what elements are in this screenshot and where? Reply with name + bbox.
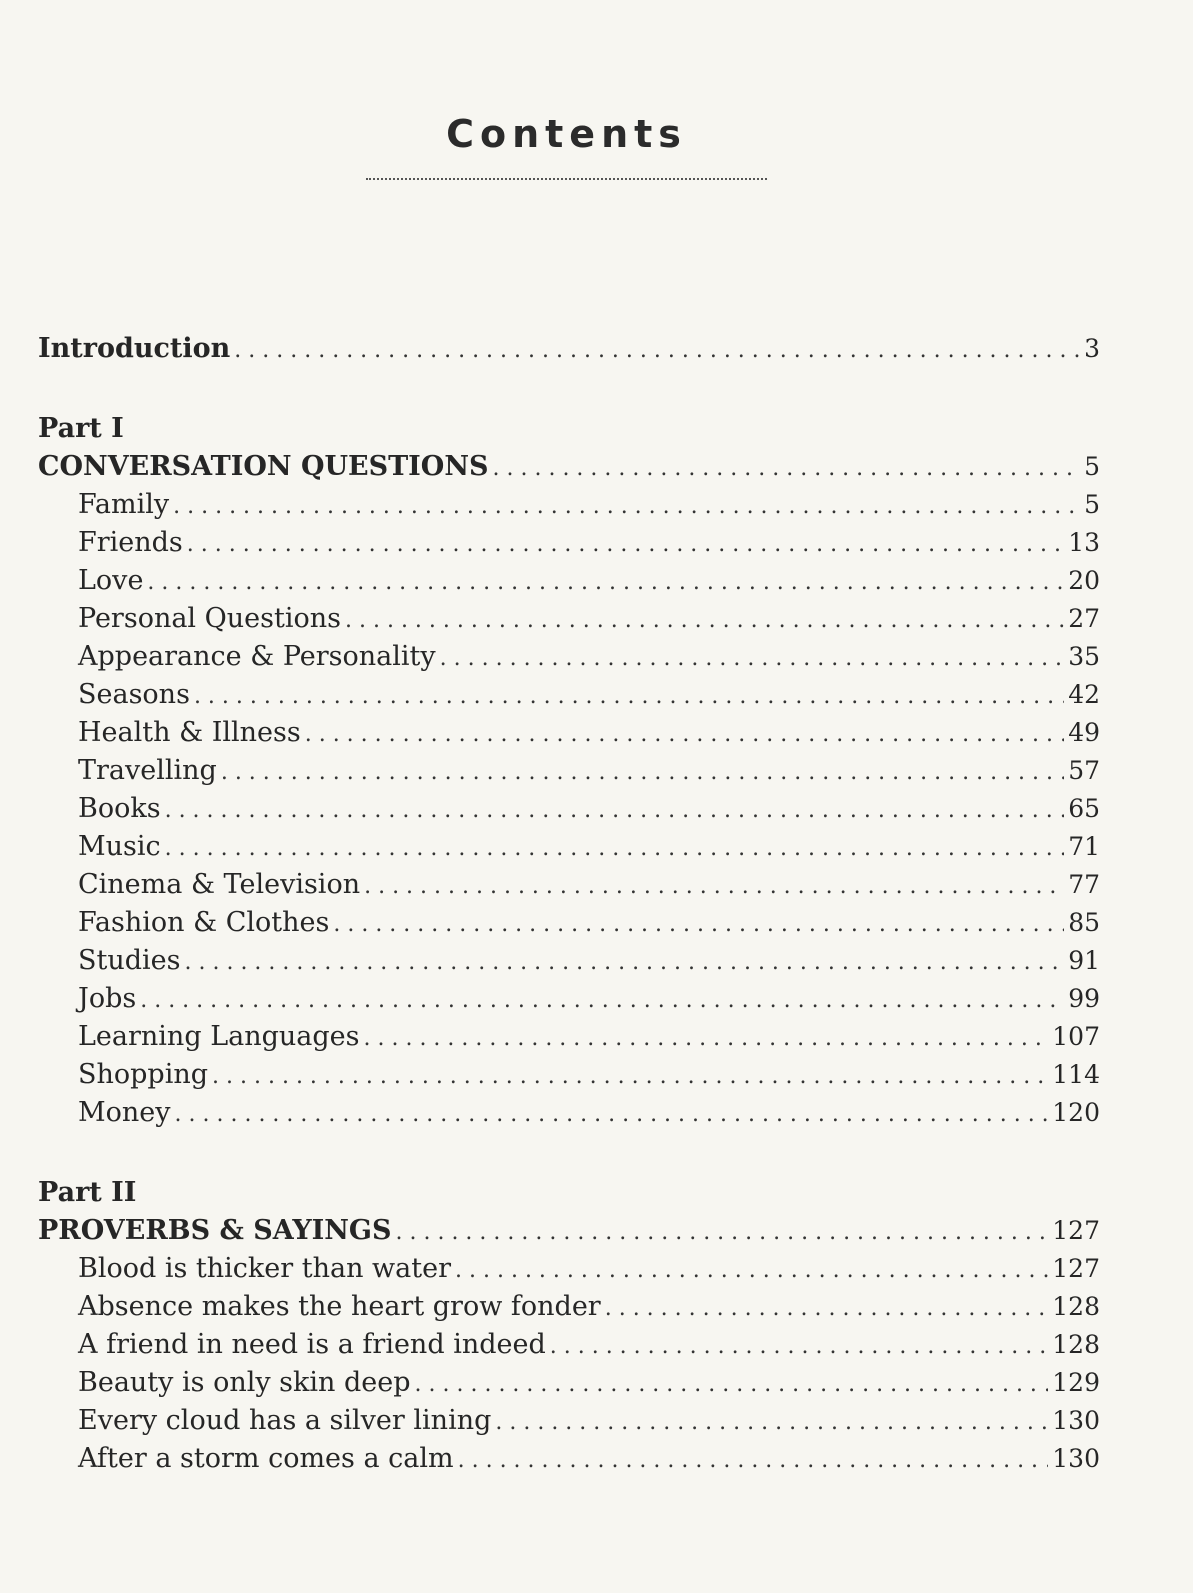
- toc-entry-page: 127: [1052, 1216, 1100, 1245]
- dot-leader: [455, 1252, 1048, 1290]
- part2-list: [38, 1250, 1100, 1478]
- toc-entry[interactable]: [38, 904, 1100, 942]
- toc-entry[interactable]: [38, 752, 1100, 790]
- toc-entry[interactable]: [38, 714, 1100, 752]
- toc-entry-page: 114: [1052, 1060, 1100, 1089]
- dot-leader: [185, 944, 1065, 982]
- dot-leader: [212, 1058, 1048, 1096]
- toc-entry[interactable]: [38, 486, 1100, 524]
- dot-leader: [458, 1442, 1049, 1480]
- toc-entry[interactable]: [38, 866, 1100, 904]
- toc-entry[interactable]: [38, 1364, 1100, 1402]
- dot-leader: [415, 1366, 1049, 1404]
- toc-entry-page: 120: [1052, 1098, 1100, 1127]
- toc-entry-label: Personal Questions: [78, 603, 341, 634]
- page-title: Contents: [446, 112, 687, 156]
- dot-leader: [550, 1328, 1049, 1366]
- toc-entry-page: 3: [1084, 334, 1100, 363]
- title-underline: [366, 178, 767, 180]
- toc-entry-label: PROVERBS & SAYINGS: [38, 1215, 392, 1246]
- dot-leader: [493, 450, 1081, 488]
- dot-leader: [345, 602, 1064, 640]
- dot-leader: [175, 1096, 1049, 1134]
- toc-entry-page: 127: [1052, 1254, 1100, 1283]
- part1-list: [38, 486, 1100, 1132]
- toc-entry-page: 129: [1052, 1368, 1100, 1397]
- toc-entry-page: 49: [1068, 718, 1100, 747]
- toc-entry-label: CONVERSATION QUESTIONS: [38, 451, 489, 482]
- toc-entry-page: 130: [1052, 1444, 1100, 1473]
- toc-entry-page: 130: [1052, 1406, 1100, 1435]
- part-label: Part I: [38, 413, 124, 444]
- toc-entry-page: 85: [1068, 908, 1100, 937]
- toc-entry-page: 65: [1068, 794, 1100, 823]
- toc-entry-page: 107: [1052, 1022, 1100, 1051]
- toc-entry-page: 35: [1068, 642, 1100, 671]
- toc-entry[interactable]: [38, 676, 1100, 714]
- toc-entry-page: 91: [1068, 946, 1100, 975]
- toc-entry-label: Learning Languages: [78, 1021, 360, 1052]
- toc-entry-page: 71: [1068, 832, 1100, 861]
- toc-entry-label: Cinema & Television: [78, 869, 361, 900]
- toc-entry-label: Music: [78, 831, 161, 862]
- toc-entry-label: Every cloud has a silver lining: [78, 1405, 492, 1436]
- toc-entry-label: Books: [78, 793, 161, 824]
- toc-entry-label: Seasons: [78, 679, 190, 710]
- toc-entry-page: 128: [1052, 1292, 1100, 1321]
- toc-entry[interactable]: [38, 1402, 1100, 1440]
- dot-leader: [364, 1020, 1049, 1058]
- dot-leader: [234, 332, 1080, 370]
- toc-entry[interactable]: [38, 1094, 1100, 1132]
- dot-leader: [495, 1404, 1048, 1442]
- toc-section-heading[interactable]: [38, 1212, 1100, 1250]
- part-label: Part II: [38, 1177, 137, 1208]
- toc-entry-page: 5: [1084, 452, 1100, 481]
- dot-leader: [147, 564, 1064, 602]
- toc-entry-label: Travelling: [78, 755, 217, 786]
- spacer: [38, 368, 1100, 410]
- toc-entry-label: Love: [78, 565, 144, 596]
- toc-entry-page: 42: [1068, 680, 1100, 709]
- spacer: [38, 1132, 1100, 1174]
- dot-leader: [605, 1290, 1049, 1328]
- toc-entry-label: Introduction: [38, 333, 231, 364]
- toc-entry[interactable]: [38, 562, 1100, 600]
- toc-entry-label: Beauty is only skin deep: [78, 1367, 411, 1398]
- dot-leader: [396, 1214, 1049, 1252]
- dot-leader: [333, 906, 1064, 944]
- toc-entry-introduction[interactable]: [38, 330, 1100, 368]
- toc-entry-label: A friend in need is a friend indeed: [78, 1329, 546, 1360]
- toc-entry[interactable]: [38, 790, 1100, 828]
- dot-leader: [165, 830, 1065, 868]
- toc-entry-label: Family: [78, 489, 170, 520]
- toc-entry[interactable]: [38, 1018, 1100, 1056]
- dot-leader: [173, 488, 1080, 526]
- toc-entry-page: 27: [1068, 604, 1100, 633]
- toc-entry-label: Friends: [78, 527, 183, 558]
- toc-entry[interactable]: [38, 1326, 1100, 1364]
- toc-entry[interactable]: [38, 980, 1100, 1018]
- dot-leader: [194, 678, 1064, 716]
- toc-entry-page: 20: [1068, 566, 1100, 595]
- toc-entry-page: 99: [1068, 984, 1100, 1013]
- toc-entry-label: Blood is thicker than water: [78, 1253, 452, 1284]
- toc-entry-page: 77: [1068, 870, 1100, 899]
- toc-entry-page: 128: [1052, 1330, 1100, 1359]
- dot-leader: [165, 792, 1065, 830]
- toc-entry[interactable]: [38, 1288, 1100, 1326]
- toc-entry-label: Jobs: [78, 983, 137, 1014]
- toc-entry[interactable]: [38, 1250, 1100, 1288]
- toc-entry-label: Studies: [78, 945, 181, 976]
- toc-entry-label: Fashion & Clothes: [78, 907, 330, 938]
- dot-leader: [305, 716, 1064, 754]
- dot-leader: [221, 754, 1064, 792]
- dot-leader: [187, 526, 1064, 564]
- toc-entry-label: Absence makes the heart grow fonder: [78, 1291, 601, 1322]
- toc-entry[interactable]: [38, 942, 1100, 980]
- toc-entry[interactable]: [38, 828, 1100, 866]
- toc-entry-label: Shopping: [78, 1059, 209, 1090]
- toc-entry-page: 57: [1068, 756, 1100, 785]
- toc-entry[interactable]: [38, 600, 1100, 638]
- toc-entry[interactable]: [38, 1056, 1100, 1094]
- toc-entry-label: Health & Illness: [78, 717, 301, 748]
- toc-section-heading[interactable]: [38, 448, 1100, 486]
- toc-entry-page: 13: [1068, 528, 1100, 557]
- toc-entry-page: 5: [1084, 490, 1100, 519]
- toc-entry[interactable]: [38, 1440, 1100, 1478]
- toc-entry-label: After a storm comes a calm: [78, 1443, 454, 1474]
- dot-leader: [364, 868, 1064, 906]
- toc-entry[interactable]: [38, 638, 1100, 676]
- dot-leader: [140, 982, 1064, 1020]
- toc-entry-label: Money: [78, 1097, 171, 1128]
- toc-entry-label: Appearance & Personality: [78, 641, 436, 672]
- table-of-contents: [38, 330, 1100, 1478]
- dot-leader: [440, 640, 1065, 678]
- toc-entry[interactable]: [38, 524, 1100, 562]
